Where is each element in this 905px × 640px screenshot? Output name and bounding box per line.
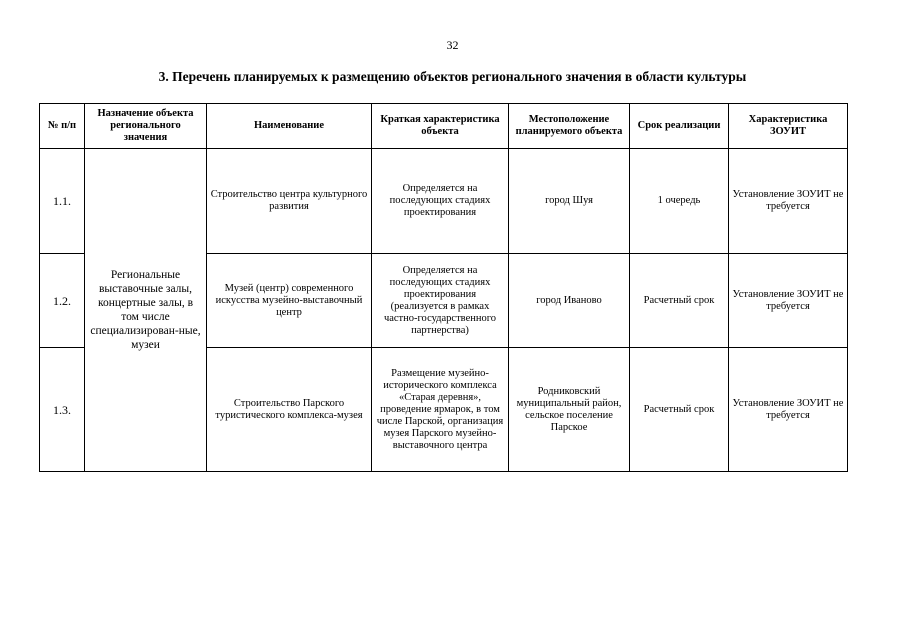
header-location: Местоположение планируемого объекта xyxy=(509,104,630,149)
row-location: город Иваново xyxy=(509,254,630,348)
row-num: 1.2. xyxy=(40,254,85,348)
purpose-cell: Региональные выставочные залы, концертные залы, в том числе специализирован-ные, музеи xyxy=(85,149,207,472)
row-location: Родниковский муниципальный район, сельское поселение Парское xyxy=(509,348,630,472)
row-zouit: Установление ЗОУИТ не требуется xyxy=(729,254,848,348)
row-term: 1 очередь xyxy=(630,149,729,254)
row-characteristic: Определяется на последующих стадиях проектирования (реализуется в рамках частно-государственного партнерства) xyxy=(372,254,509,348)
header-characteristic: Краткая характеристика объекта xyxy=(372,104,509,149)
row-location: город Шуя xyxy=(509,149,630,254)
row-name: Строительство центра культурного развития xyxy=(207,149,372,254)
row-characteristic: Определяется на последующих стадиях проектирования xyxy=(372,149,509,254)
row-zouit: Установление ЗОУИТ не требуется xyxy=(729,149,848,254)
row-term: Расчетный срок xyxy=(630,348,729,472)
row-name: Строительство Парского туристического комплекса-музея xyxy=(207,348,372,472)
row-num: 1.1. xyxy=(40,149,85,254)
page-number: 32 xyxy=(446,38,459,52)
document-title: 3. Перечень планируемых к размещению объектов регионального значения в области культуры xyxy=(158,69,747,84)
table-header-row xyxy=(40,104,848,149)
header-zouit: Характеристика ЗОУИТ xyxy=(729,104,848,149)
header-num: № п/п xyxy=(40,104,85,149)
header-term: Срок реализации xyxy=(630,104,729,149)
row-term: Расчетный срок xyxy=(630,254,729,348)
row-name: Музей (центр) современного искусства музейно-выставочный центр xyxy=(207,254,372,348)
row-num: 1.3. xyxy=(40,348,85,472)
header-name: Наименование xyxy=(207,104,372,149)
table-row xyxy=(40,149,848,254)
row-zouit: Установление ЗОУИТ не требуется xyxy=(729,348,848,472)
planned-objects-table xyxy=(39,103,848,472)
header-purpose: Назначение объекта регионального значения xyxy=(85,104,207,149)
row-characteristic: Размещение музейно-исторического комплекса «Старая деревня», проведение ярмарок, в том числе Парской, организация музея Парского музейно-выставочного центра xyxy=(372,348,509,472)
